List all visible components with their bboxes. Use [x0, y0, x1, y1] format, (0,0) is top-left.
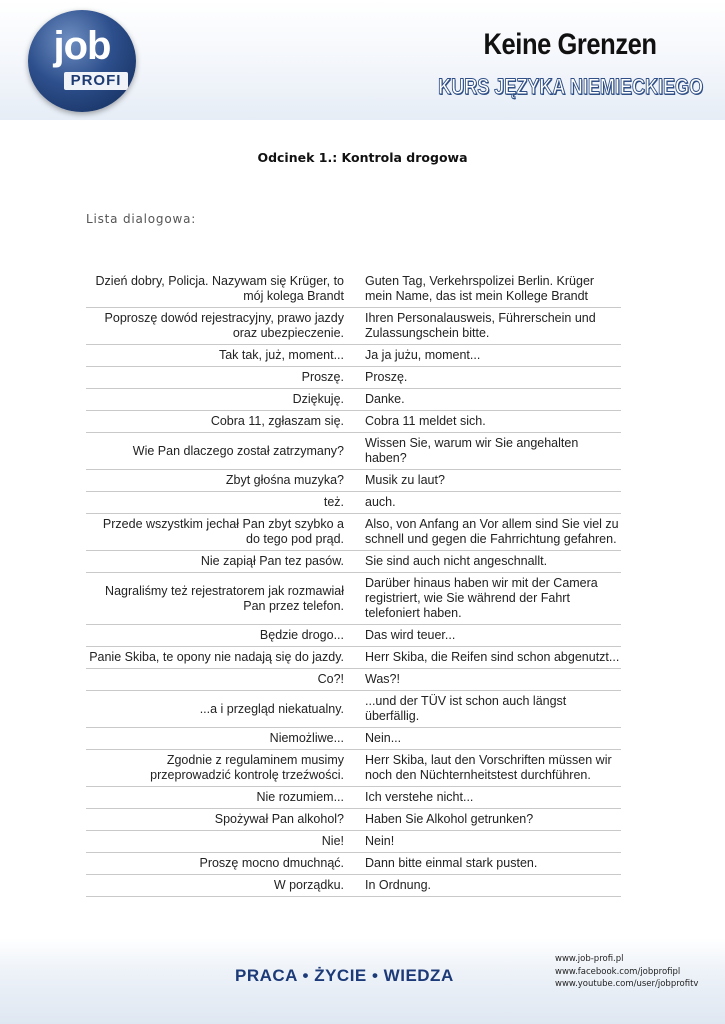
polish-line: Dzień dobry, Policja. Nazywam się Krüger, to mój kolega Brandt [86, 271, 344, 308]
dialog-row [86, 389, 621, 411]
dialog-row [86, 831, 621, 853]
column-gap [344, 750, 365, 787]
german-line: Nein... [365, 728, 621, 750]
polish-line: Nie zapiął Pan tez pasów. [86, 551, 344, 573]
dialog-row [86, 875, 621, 897]
link-facebook[interactable]: www.facebook.com/jobprofipl [555, 966, 681, 977]
polish-line: Nie! [86, 831, 344, 853]
polish-line: Proszę. [86, 367, 344, 389]
column-gap [344, 669, 365, 691]
polish-line: Zbyt głośna muzyka? [86, 470, 344, 492]
column-gap [344, 389, 365, 411]
german-line: ...und der TÜV ist schon auch längst überfällig. [365, 691, 621, 728]
section-label: Lista dialogowa: [86, 212, 197, 226]
dialog-row [86, 551, 621, 573]
dialog-row [86, 433, 621, 470]
polish-line: Niemożliwe... [86, 728, 344, 750]
german-line: Herr Skiba, laut den Vorschriften müssen wir noch den Nüchternheitstest durchführen. [365, 750, 621, 787]
dialog-row [86, 853, 621, 875]
german-line: Sie sind auch nicht angeschnallt. [365, 551, 621, 573]
polish-line: Dziękuję. [86, 389, 344, 411]
german-line: Cobra 11 meldet sich. [365, 411, 621, 433]
column-gap [344, 625, 365, 647]
polish-line: Nie rozumiem... [86, 787, 344, 809]
polish-line: Nagraliśmy też rejestratorem jak rozmawiał Pan przez telefon. [86, 573, 344, 625]
column-gap [344, 853, 365, 875]
column-gap [344, 647, 365, 669]
column-gap [344, 514, 365, 551]
footer-links [555, 953, 698, 991]
dialog-row [86, 514, 621, 551]
brand-subtitle: KURS JĘZYKA NIEMIECKIEGO [438, 74, 703, 99]
dialog-row [86, 345, 621, 367]
column-gap [344, 367, 365, 389]
dialog-row [86, 750, 621, 787]
column-gap [344, 308, 365, 345]
polish-line: Cobra 11, zgłaszam się. [86, 411, 344, 433]
german-line: Proszę. [365, 367, 621, 389]
column-gap [344, 271, 365, 308]
polish-line: Poproszę dowód rejestracyjny, prawo jazdy oraz ubezpieczenie. [86, 308, 344, 345]
polish-line: też. [86, 492, 344, 514]
logo-sub-text: PROFI [64, 72, 128, 90]
german-line: Wissen Sie, warum wir Sie angehalten haben? [365, 433, 621, 470]
column-gap [344, 470, 365, 492]
german-line: Also, von Anfang an Vor allem sind Sie viel zu schnell und gegen die Fahrrichtung gefahren. [365, 514, 621, 551]
german-line: Herr Skiba, die Reifen sind schon abgenutzt... [365, 647, 621, 669]
column-gap [344, 875, 365, 897]
polish-line: Zgodnie z regulaminem musimy przeprowadzić kontrolę trzeźwości. [86, 750, 344, 787]
polish-line: Tak tak, już, moment... [86, 345, 344, 367]
german-line: Ihren Personalausweis, Führerschein und Zulassungschein bitte. [365, 308, 621, 345]
dialog-row [86, 367, 621, 389]
column-gap [344, 345, 365, 367]
polish-line: Przede wszystkim jechał Pan zbyt szybko a do tego pod prąd. [86, 514, 344, 551]
german-line: Ich verstehe nicht... [365, 787, 621, 809]
column-gap [344, 492, 365, 514]
german-line: Nein! [365, 831, 621, 853]
dialog-row [86, 470, 621, 492]
german-line: Das wird teuer... [365, 625, 621, 647]
document-title: Odcinek 1.: Kontrola drogowa [257, 150, 468, 165]
dialog-row [86, 625, 621, 647]
polish-line: Będzie drogo... [86, 625, 344, 647]
polish-line: Panie Skiba, te opony nie nadają się do jazdy. [86, 647, 344, 669]
dialog-row [86, 492, 621, 514]
german-line: Darüber hinaus haben wir mit der Camera registriert, wie Sie während der Fahrt telefoniert haben. [365, 573, 621, 625]
dialog-table-body [86, 271, 621, 897]
brand-title: Keine Grenzen [483, 28, 657, 61]
column-gap [344, 728, 365, 750]
polish-line: Proszę mocno dmuchnąć. [86, 853, 344, 875]
dialog-row [86, 573, 621, 625]
dialog-row [86, 411, 621, 433]
column-gap [344, 411, 365, 433]
german-line: In Ordnung. [365, 875, 621, 897]
polish-line: Co?! [86, 669, 344, 691]
german-line: Danke. [365, 389, 621, 411]
dialog-row [86, 308, 621, 345]
dialog-row [86, 787, 621, 809]
footer-slogan: PRACA • ŻYCIE • WIEDZA [235, 966, 454, 985]
link-youtube[interactable]: www.youtube.com/user/jobprofitv [555, 979, 699, 989]
polish-line: Spożywał Pan alkohol? [86, 809, 344, 831]
dialog-table [86, 271, 621, 897]
polish-line: W porządku. [86, 875, 344, 897]
german-line: auch. [365, 492, 621, 514]
german-line: Haben Sie Alkohol getrunken? [365, 809, 621, 831]
german-line: Dann bitte einmal stark pusten. [365, 853, 621, 875]
polish-line: Wie Pan dlaczego został zatrzymany? [86, 433, 344, 470]
dialog-row [86, 809, 621, 831]
dialog-row [86, 669, 621, 691]
column-gap [344, 433, 365, 470]
column-gap [344, 787, 365, 809]
column-gap [344, 573, 365, 625]
column-gap [344, 551, 365, 573]
dialog-row [86, 271, 621, 308]
link-website[interactable]: www.job-profi.pl [555, 954, 624, 964]
german-line: Ja ja jużu, moment... [365, 345, 621, 367]
column-gap [344, 691, 365, 728]
dialog-row [86, 691, 621, 728]
logo-main-text: job [53, 24, 111, 68]
job-profi-logo [28, 10, 136, 112]
polish-line: ...a i przegląd niekatualny. [86, 691, 344, 728]
column-gap [344, 809, 365, 831]
german-line: Guten Tag, Verkehrspolizei Berlin. Krüger mein Name, das ist mein Kollege Brandt [365, 271, 621, 308]
column-gap [344, 831, 365, 853]
dialog-row [86, 647, 621, 669]
german-line: Was?! [365, 669, 621, 691]
german-line: Musik zu laut? [365, 470, 621, 492]
dialog-row [86, 728, 621, 750]
